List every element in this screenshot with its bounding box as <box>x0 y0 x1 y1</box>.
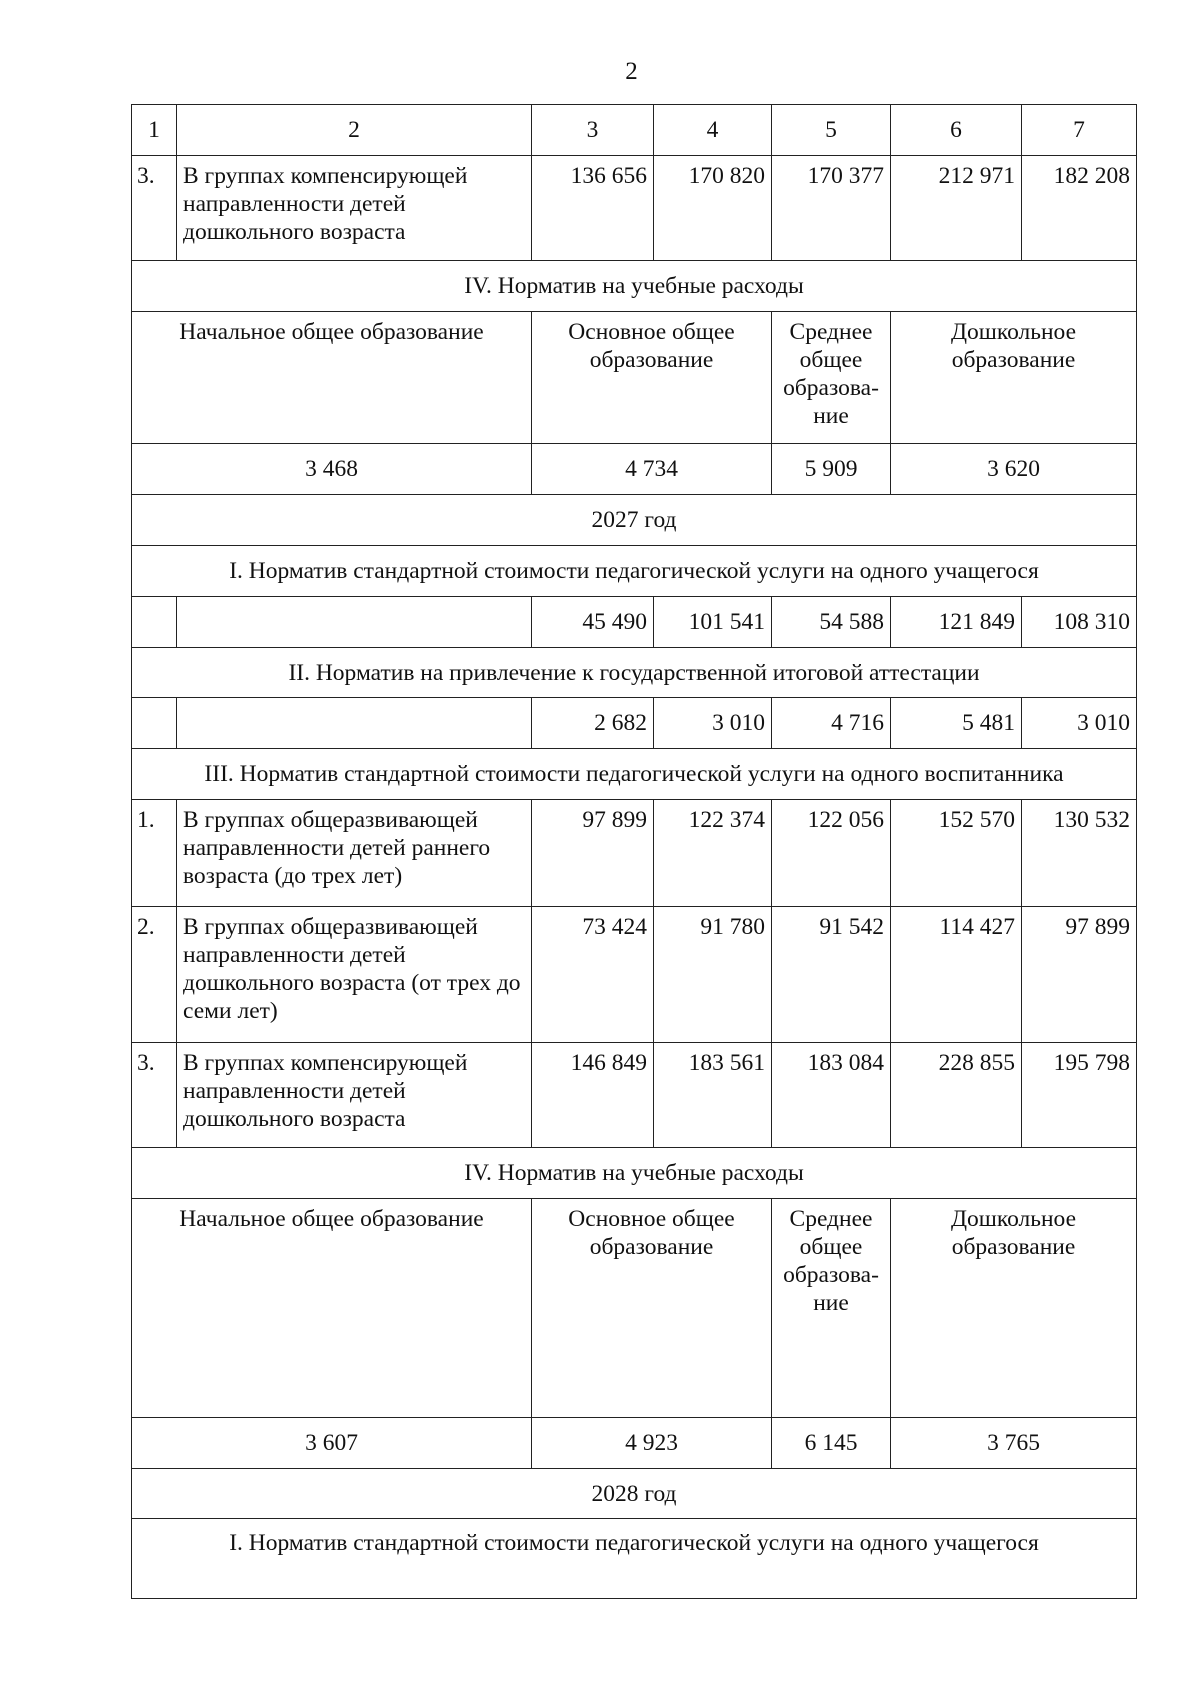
edu-header-preschool: Дошкольное образование <box>891 1199 1137 1418</box>
edu-values-row <box>132 1418 1137 1469</box>
value-cell: 108 310 <box>1022 597 1137 648</box>
value-cell: 91 542 <box>772 907 891 1043</box>
norms-table <box>131 104 1137 1599</box>
edu-value: 4 923 <box>532 1418 772 1469</box>
edu-value: 6 145 <box>772 1418 891 1469</box>
row-label <box>177 597 532 648</box>
value-cell: 97 899 <box>1022 907 1137 1043</box>
section-row <box>132 648 1137 698</box>
edu-value: 3 620 <box>891 444 1137 495</box>
row-number: 2. <box>132 907 177 1043</box>
value-cell: 4 716 <box>772 698 891 749</box>
edu-header-secondary: Среднее общее образова-ние <box>772 1199 891 1418</box>
row-number: 3. <box>132 1043 177 1148</box>
value-cell: 152 570 <box>891 800 1022 907</box>
table-row <box>132 597 1137 648</box>
value-cell: 5 481 <box>891 698 1022 749</box>
section-row <box>132 1148 1137 1199</box>
value-cell: 122 374 <box>654 800 772 907</box>
section-title: II. Норматив на привлечение к государственной итоговой аттестации <box>132 648 1137 698</box>
section-title: III. Норматив стандартной стоимости педагогической услуги на одного воспитанника <box>132 749 1137 800</box>
section-row <box>132 546 1137 597</box>
edu-header-basic: Основное общее образование <box>532 1199 772 1418</box>
col-header: 1 <box>132 105 177 156</box>
value-cell: 170 377 <box>772 156 891 261</box>
edu-header-preschool: Дошкольное образование <box>891 312 1137 444</box>
value-cell: 183 084 <box>772 1043 891 1148</box>
edu-header-row <box>132 1199 1137 1418</box>
edu-value: 3 468 <box>132 444 532 495</box>
row-number: 1. <box>132 800 177 907</box>
section-title: IV. Норматив на учебные расходы <box>132 261 1137 312</box>
value-cell: 228 855 <box>891 1043 1022 1148</box>
table-row <box>132 156 1137 261</box>
value-cell: 121 849 <box>891 597 1022 648</box>
value-cell: 170 820 <box>654 156 772 261</box>
value-cell: 54 588 <box>772 597 891 648</box>
row-label <box>177 698 532 749</box>
value-cell: 114 427 <box>891 907 1022 1043</box>
col-header: 3 <box>532 105 654 156</box>
value-cell: 3 010 <box>1022 698 1137 749</box>
section-row <box>132 749 1137 800</box>
row-label: В группах компенсирующей направленности детей дошкольного возраста <box>177 156 532 261</box>
table-row <box>132 800 1137 907</box>
col-header: 7 <box>1022 105 1137 156</box>
row-label: В группах общеразвивающей направленности детей раннего возраста (до трех лет) <box>177 800 532 907</box>
value-cell: 2 682 <box>532 698 654 749</box>
value-cell: 212 971 <box>891 156 1022 261</box>
value-cell: 182 208 <box>1022 156 1137 261</box>
year-row <box>132 1469 1137 1519</box>
section-title: IV. Норматив на учебные расходы <box>132 1148 1137 1199</box>
value-cell: 195 798 <box>1022 1043 1137 1148</box>
value-cell: 183 561 <box>654 1043 772 1148</box>
edu-values-row <box>132 444 1137 495</box>
value-cell: 136 656 <box>532 156 654 261</box>
value-cell: 3 010 <box>654 698 772 749</box>
col-header: 4 <box>654 105 772 156</box>
page-number: 2 <box>625 58 638 85</box>
edu-header-primary: Начальное общее образование <box>132 312 532 444</box>
year-title: 2027 год <box>132 495 1137 546</box>
table-row <box>132 698 1137 749</box>
edu-header-primary: Начальное общее образование <box>132 1199 532 1418</box>
value-cell: 45 490 <box>532 597 654 648</box>
edu-header-basic: Основное общее образование <box>532 312 772 444</box>
column-number-row <box>132 105 1137 156</box>
table-row <box>132 907 1137 1043</box>
col-header: 2 <box>177 105 532 156</box>
value-cell: 146 849 <box>532 1043 654 1148</box>
row-number: 3. <box>132 156 177 261</box>
edu-header-row <box>132 312 1137 444</box>
row-label: В группах общеразвивающей направленности детей дошкольного возраста (от трех до семи лет) <box>177 907 532 1043</box>
edu-value: 5 909 <box>772 444 891 495</box>
edu-value: 3 607 <box>132 1418 532 1469</box>
year-title: 2028 год <box>132 1469 1137 1519</box>
row-label: В группах компенсирующей направленности детей дошкольного возраста <box>177 1043 532 1148</box>
col-header: 5 <box>772 105 891 156</box>
value-cell: 73 424 <box>532 907 654 1043</box>
section-row <box>132 1519 1137 1599</box>
edu-value: 3 765 <box>891 1418 1137 1469</box>
value-cell: 130 532 <box>1022 800 1137 907</box>
value-cell: 122 056 <box>772 800 891 907</box>
edu-header-secondary: Среднее общее образова-ние <box>772 312 891 444</box>
edu-value: 4 734 <box>532 444 772 495</box>
row-number <box>132 698 177 749</box>
table-row <box>132 1043 1137 1148</box>
section-title: I. Норматив стандартной стоимости педагогической услуги на одного учащегося <box>132 546 1137 597</box>
section-row <box>132 261 1137 312</box>
col-header: 6 <box>891 105 1022 156</box>
value-cell: 101 541 <box>654 597 772 648</box>
section-title: I. Норматив стандартной стоимости педагогической услуги на одного учащегося <box>132 1519 1137 1599</box>
value-cell: 97 899 <box>532 800 654 907</box>
value-cell: 91 780 <box>654 907 772 1043</box>
row-number <box>132 597 177 648</box>
year-row <box>132 495 1137 546</box>
